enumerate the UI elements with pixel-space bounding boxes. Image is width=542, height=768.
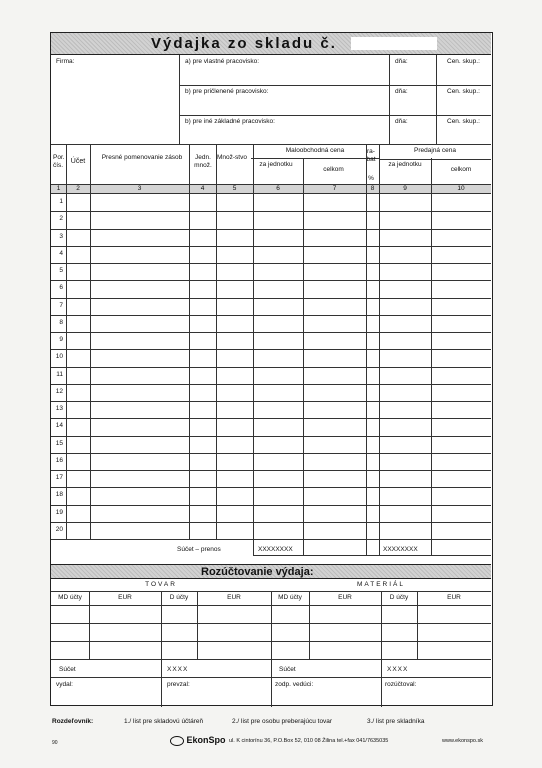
col-celkom-2: celkom: [450, 166, 472, 173]
header-row-a-dna: dňa:: [395, 58, 408, 65]
sucet-prenos-label: Súčet – prenos: [177, 546, 221, 553]
header-row-c-label: b) pre iné základné pracovisko:: [185, 118, 275, 125]
xxxx-material: XXXX: [387, 666, 409, 673]
table-row[interactable]: [51, 470, 491, 487]
table-row[interactable]: [51, 522, 491, 539]
sig-prevzal: prevzal:: [167, 681, 190, 688]
col-rabat: ra-bat: [366, 148, 376, 163]
row-number: 20: [55, 525, 63, 533]
header-row-b-dna: dňa:: [395, 88, 408, 95]
table-row[interactable]: [51, 229, 491, 246]
col-percent: %: [368, 175, 374, 182]
section2-title: Rozúčtovanie výdaja:: [201, 566, 314, 578]
rozuctovanie-divider: [89, 591, 90, 659]
rozuctovanie-col-header: D účty: [389, 594, 409, 601]
row-number: 4: [59, 249, 63, 257]
footer-item-3: 3./ list pre skladníka: [367, 718, 425, 725]
row-number: 11: [56, 370, 63, 378]
col-celkom: celkom: [323, 166, 344, 173]
table-row[interactable]: [51, 505, 491, 522]
rozuctovanie-col-header: D účty: [169, 594, 189, 601]
table-row[interactable]: [51, 280, 491, 297]
table-row[interactable]: [51, 367, 491, 384]
col-num-2: 2: [76, 185, 80, 192]
rozuctovanie-divider: [271, 591, 272, 707]
header-row-b-cen: Cen. skup.:: [447, 88, 480, 95]
rozuctovanie-col-header: MD účty: [278, 594, 302, 601]
col-num-5: 5: [232, 185, 237, 192]
document-number-field[interactable]: [351, 37, 437, 50]
rozuctovanie-divider: [197, 591, 198, 659]
footer-logo-text: EkonSpo: [186, 735, 226, 745]
header-row-c-cen: Cen. skup.:: [447, 118, 480, 125]
rozuctovanie-col-header: EUR: [227, 594, 241, 601]
rozuctovanie-col-header: EUR: [118, 594, 132, 601]
sig-zodp-veduci: zodp. vedúci:: [275, 681, 314, 688]
row-number: 17: [55, 474, 63, 481]
footer-item-2: 2./ list pre osobu preberajúcu tovar: [232, 718, 333, 725]
sucet-tovar-label: Súčet: [59, 666, 76, 673]
col-num-1: 1: [56, 185, 61, 192]
table-row[interactable]: [51, 332, 491, 349]
ekonspo-logo-icon: [170, 736, 184, 746]
row-number: 15: [55, 439, 63, 447]
row-number: 19: [55, 508, 63, 516]
row-number: 16: [55, 456, 63, 464]
table-row[interactable]: [51, 349, 491, 366]
rozuctovanie-col-header: MD účty: [58, 594, 82, 601]
sig-vydal: vydal:: [56, 681, 73, 688]
rozuctovanie-divider: [381, 591, 382, 707]
col-num-3: 3: [137, 185, 142, 192]
rozuctovanie-divider: [161, 591, 162, 707]
row-number: 14: [55, 422, 63, 430]
col-num-8: 8: [370, 185, 375, 192]
footer-web: www.ekonspo.sk: [442, 738, 483, 744]
firma-label: Firma:: [56, 58, 75, 65]
xx-placeholder-2: XXXXXXXX: [383, 546, 418, 553]
row-number: 1: [59, 198, 63, 205]
form-sheet: [50, 32, 493, 706]
row-number: 12: [55, 387, 63, 395]
header-row-a-label: a) pre vlastné pracovisko:: [185, 58, 260, 65]
col-num-4: 4: [200, 185, 205, 192]
footer-rozdelovnik: Rozdeľovník:: [52, 718, 94, 725]
footer-address: ul. K cintorínu 36, P.O.Box 52, 010 08 Žilina tel.+fax 041/7635035: [229, 738, 389, 744]
col-nazov: Presné pomenovanie zásob: [101, 154, 183, 161]
col-num-10: 10: [457, 185, 465, 192]
header-row-c-dna: dňa:: [395, 118, 408, 125]
row-number: 18: [55, 491, 63, 499]
table-row[interactable]: [51, 436, 491, 453]
row-number: 6: [59, 284, 63, 292]
table-row[interactable]: [51, 263, 491, 280]
row-number: 7: [59, 301, 63, 309]
row-number: 13: [55, 405, 63, 412]
material-label: MATERIÁL: [356, 581, 406, 588]
xxxx-tovar: XXXX: [167, 666, 189, 673]
tovar-label: TOVAR: [145, 581, 177, 588]
row-number: 2: [59, 215, 63, 223]
table-row[interactable]: [51, 487, 491, 504]
row-number: 10: [55, 353, 63, 361]
table-row[interactable]: [51, 211, 491, 228]
rozuctovanie-divider: [309, 591, 310, 659]
col-por: Por. čís.: [53, 154, 65, 169]
col-za-jednotku: za jednotku: [259, 161, 293, 168]
title-bar: [51, 33, 491, 55]
sucet-material-label: Súčet: [279, 666, 296, 673]
rozuctovanie-col-header: EUR: [447, 594, 461, 601]
table-row[interactable]: [51, 453, 491, 470]
footer-item-1: 1./ list pre skladovú účtáreň: [124, 718, 204, 725]
sig-rozuctoval: rozúčtoval:: [385, 681, 417, 688]
header-row-b-label: b) pre pričlenené pracovisko:: [185, 88, 269, 95]
footer-code: 90: [52, 740, 58, 746]
table-row[interactable]: [51, 315, 491, 332]
col-num-7: 7: [332, 185, 337, 192]
row-number: 5: [59, 267, 63, 274]
col-predajna: Predajná cena: [414, 147, 456, 154]
row-number: 3: [59, 232, 63, 240]
col-num-6: 6: [276, 185, 280, 192]
col-jedn: Jedn. množ.: [194, 154, 212, 169]
form-title: Výdajka zo skladu č.: [151, 35, 337, 52]
table-row[interactable]: [51, 401, 491, 418]
header-row-a-cen: Cen. skup.:: [447, 58, 480, 65]
table-row[interactable]: [51, 246, 491, 263]
col-ucet: Účet: [70, 158, 86, 165]
col-mnoz: Množ-stvo: [217, 154, 247, 161]
table-row[interactable]: [51, 298, 491, 315]
section2-bar: [51, 564, 491, 579]
col-maloobchodna: Maloobchodná cena: [285, 147, 345, 154]
table-row[interactable]: [51, 384, 491, 401]
col-za-jednotku-2: za jednotku: [388, 161, 422, 168]
table-row[interactable]: [51, 194, 491, 211]
row-number: 9: [59, 336, 63, 343]
col-num-9: 9: [403, 185, 407, 192]
row-number: 8: [59, 318, 63, 326]
footer-logo: [170, 735, 226, 746]
rozuctovanie-divider: [417, 591, 418, 659]
rozuctovanie-col-header: EUR: [338, 594, 352, 601]
xx-placeholder-1: XXXXXXXX: [258, 546, 293, 553]
table-row[interactable]: [51, 418, 491, 435]
